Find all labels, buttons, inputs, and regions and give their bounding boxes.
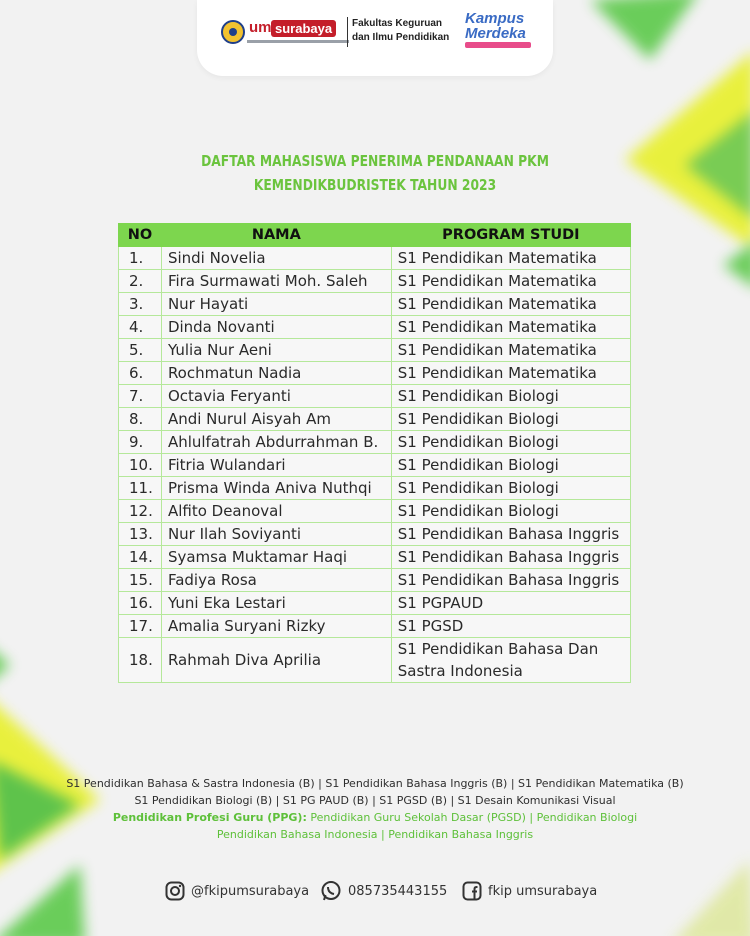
kampus-stripe [465,42,531,48]
kampus-merdeka-logo [465,10,539,54]
cell-program-studi: S1 PGPAUD [391,592,630,615]
table-row [119,293,631,316]
cell-program-studi: S1 Pendidikan Biologi [391,454,630,477]
cell-no: 3. [119,293,162,316]
cell-no: 17. [119,615,162,638]
kampus-line-2: Merdeka [465,25,526,42]
cell-program-studi: S1 Pendidikan Biologi [391,477,630,500]
cell-no: 14. [119,546,162,569]
table-row [119,270,631,293]
faculty-name [352,17,462,45]
header-program-studi: PROGRAM STUDI [391,224,630,247]
cell-program-studi: S1 Pendidikan Biologi [391,408,630,431]
cell-nama: Fira Surmawati Moh. Saleh [161,270,391,293]
table-row [119,592,631,615]
table-row [119,638,631,683]
cell-nama: Sindi Novelia [161,247,391,270]
cell-no: 5. [119,339,162,362]
footer-programs-line-1: S1 Pendidikan Bahasa & Sastra Indonesia (B) | S1 Pendidikan Bahasa Inggris (B) | S1 Pendidikan Matematika (B) [66,777,684,790]
cell-no: 15. [119,569,162,592]
table-header-row [119,224,631,247]
facebook-name: fkip umsurabaya [488,883,598,899]
cell-no: 8. [119,408,162,431]
cell-no: 2. [119,270,162,293]
cell-no: 16. [119,592,162,615]
contact-instagram[interactable] [165,880,309,902]
page-title-line-2: KEMENDIKBUDRISTEK TAHUN 2023 [253,176,497,194]
cell-nama: Rahmah Diva Aprilia [161,638,391,683]
cell-nama: Yuni Eka Lestari [161,592,391,615]
page-title-line-1: DAFTAR MAHASISWA PENERIMA PENDANAAN PKM [201,152,549,170]
instagram-icon [165,881,185,901]
cell-program-studi: S1 Pendidikan Matematika [391,316,630,339]
table-row [119,408,631,431]
recipient-table [118,223,631,683]
cell-program-studi: S1 Pendidikan Matematika [391,362,630,385]
whatsapp-number: 085735443155 [348,883,448,899]
logo-surabaya-text: surabaya [271,20,336,37]
table-row [119,431,631,454]
cell-no: 18. [119,638,162,683]
decor-triangle-right-small [718,240,750,300]
cell-no: 12. [119,500,162,523]
logo-subtitle-bar [247,40,349,43]
cell-program-studi: S1 PGSD [391,615,630,638]
cell-nama: Ahlulfatrah Abdurrahman B. [161,431,391,454]
table-row [119,477,631,500]
cell-nama: Nur Ilah Soviyanti [161,523,391,546]
cell-program-studi: S1 Pendidikan Biologi [391,385,630,408]
cell-program-studi: S1 Pendidikan Bahasa Dan Sastra Indonesia [391,638,630,683]
contact-facebook[interactable] [462,880,597,902]
cell-program-studi: S1 Pendidikan Biologi [391,500,630,523]
cell-no: 9. [119,431,162,454]
table-body [119,247,631,683]
table-row [119,615,631,638]
cell-nama: Dinda Novanti [161,316,391,339]
footer-ppg-line [0,809,750,826]
cell-program-studi: S1 Pendidikan Matematika [391,339,630,362]
faculty-line-2: dan Ilmu Pendidikan [352,32,450,43]
cell-program-studi: S1 Pendidikan Bahasa Inggris [391,523,630,546]
kampus-line-1: Kampus [465,10,525,27]
header-no: NO [119,224,162,247]
um-emblem-icon [221,20,245,44]
cell-nama: Alfito Deanoval [161,500,391,523]
footer-ppg-label: Pendidikan Profesi Guru (PPG): [112,811,307,824]
cell-program-studi: S1 Pendidikan Biologi [391,431,630,454]
whatsapp-icon [320,880,342,902]
cell-program-studi: S1 Pendidikan Bahasa Inggris [391,569,630,592]
cell-nama: Nur Hayati [161,293,391,316]
cell-no: 7. [119,385,162,408]
cell-nama: Amalia Suryani Rizky [161,615,391,638]
table-row [119,523,631,546]
logo-um-text: um [249,19,272,36]
cell-program-studi: S1 Pendidikan Matematika [391,270,630,293]
cell-nama: Andi Nurul Aisyah Am [161,408,391,431]
table-row [119,454,631,477]
cell-nama: Yulia Nur Aeni [161,339,391,362]
footer-programs-line-2: S1 Pendidikan Biologi (B) | S1 PG PAUD (B) | S1 PGSD (B) | S1 Desain Komunikasi Visual [134,794,616,807]
table-row [119,339,631,362]
cell-nama: Prisma Winda Aniva Nuthqi [161,477,391,500]
cell-no: 4. [119,316,162,339]
cell-nama: Syamsa Muktamar Haqi [161,546,391,569]
cell-no: 6. [119,362,162,385]
table-row [119,546,631,569]
faculty-line-1: Fakultas Keguruan [352,18,443,29]
footer-ppg-programs: Pendidikan Guru Sekolah Dasar (PGSD) | Pendidikan Biologi [306,811,638,824]
decor-triangle-bottom-right [660,860,750,936]
logo-divider [347,17,348,47]
table-row [119,247,631,270]
cell-nama: Rochmatun Nadia [161,362,391,385]
header-logo-card [197,0,553,76]
cell-no: 1. [119,247,162,270]
contact-whatsapp[interactable] [320,880,447,902]
cell-nama: Fitria Wulandari [161,454,391,477]
footer-ppg-line-2: Pendidikan Bahasa Indonesia | Pendidikan Bahasa Inggris [216,828,534,841]
table-row [119,569,631,592]
cell-no: 13. [119,523,162,546]
instagram-handle: @fkipumsurabaya [191,883,310,899]
decor-triangle-bottom-left [0,865,100,936]
cell-nama: Octavia Feryanti [161,385,391,408]
table-row [119,385,631,408]
cell-nama: Fadiya Rosa [161,569,391,592]
table-row [119,362,631,385]
facebook-icon [462,881,482,901]
table-row [119,316,631,339]
table-row [119,500,631,523]
cell-program-studi: S1 Pendidikan Matematika [391,293,630,316]
header-nama: NAMA [161,224,391,247]
cell-no: 11. [119,477,162,500]
cell-program-studi: S1 Pendidikan Bahasa Inggris [391,546,630,569]
cell-no: 10. [119,454,162,477]
cell-program-studi: S1 Pendidikan Matematika [391,247,630,270]
